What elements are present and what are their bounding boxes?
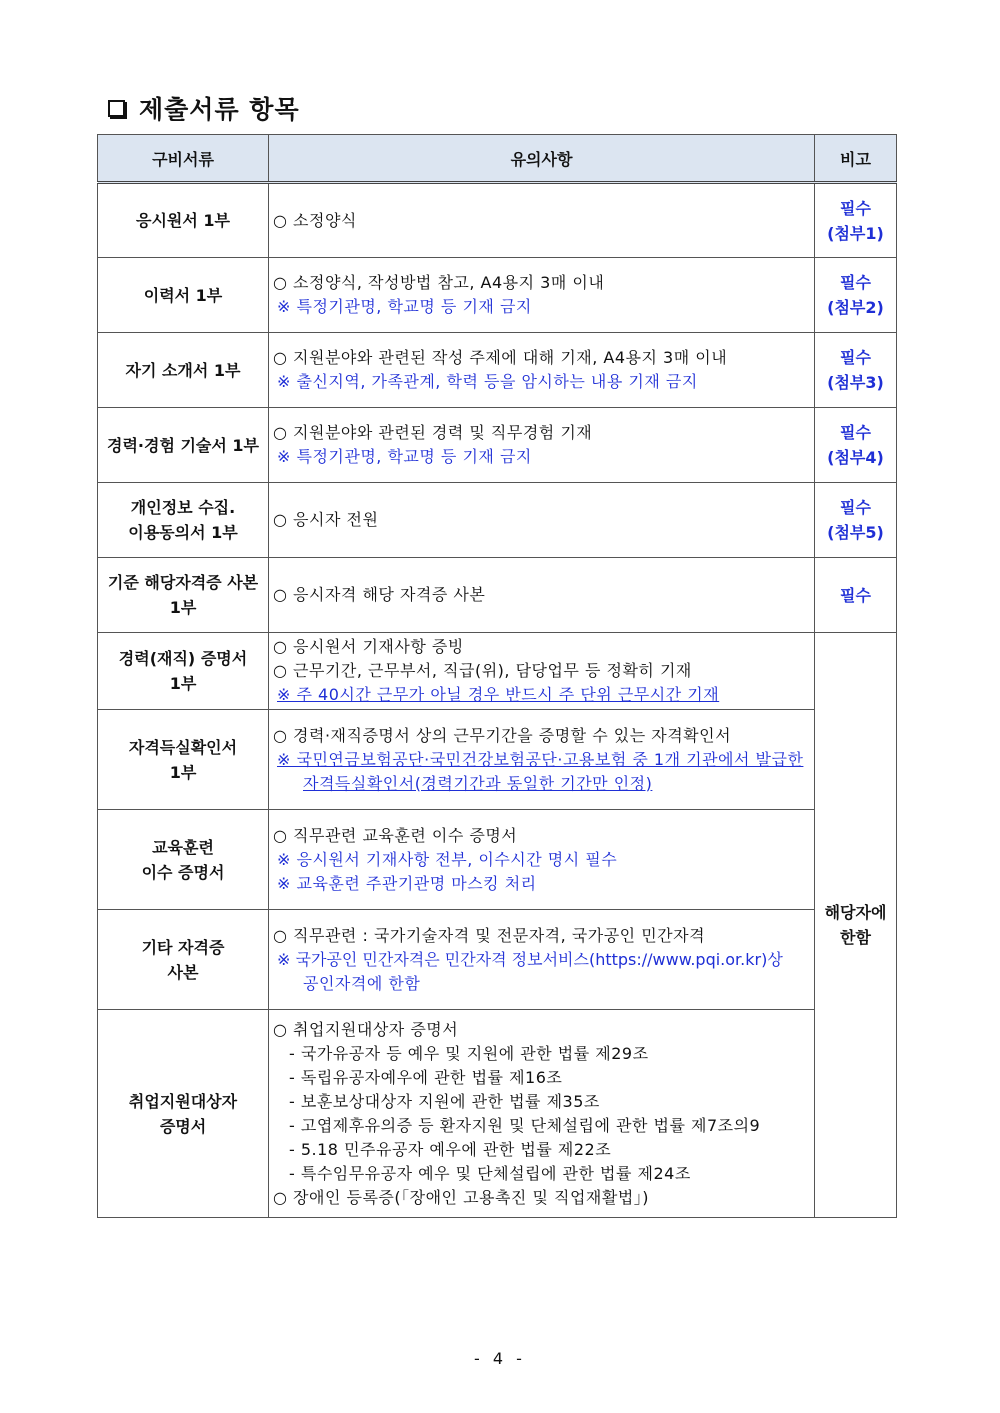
section-heading (108, 90, 300, 126)
header-documents: 구비서류 (98, 135, 269, 183)
document-name: 기타 자격증 사본 (98, 910, 269, 1010)
documents-table (97, 134, 897, 1218)
document-notes: ○ 소정양식, 작성방법 참고, A4용지 3매 이내 ※ 특정기관명, 학교명 등 기재 금지 (269, 258, 815, 333)
table-row (98, 408, 897, 483)
table-row (98, 910, 897, 1010)
remark-required: 필수 (첨부4) (815, 408, 897, 483)
document-name: 자기 소개서 1부 (98, 333, 269, 408)
checkbox-square-icon (108, 100, 125, 117)
document-notes: ○ 직무관련 교육훈련 이수 증명서 ※ 응시원서 기재사항 전부, 이수시간 명시 필수 ※ 교육훈련 주관기관명 마스킹 처리 (269, 810, 815, 910)
table-row (98, 258, 897, 333)
document-name: 자격득실확인서 1부 (98, 710, 269, 810)
document-notes: ○ 직무관련 : 국가기술자격 및 전문자격, 국가공인 민간자격 ※ 국가공인 민간자격은 민간자격 정보서비스(https://www.pqi.or.kr)상 공인자격에 한함 (269, 910, 815, 1010)
document-name: 기준 해당자격증 사본 1부 (98, 558, 269, 633)
page-number: - 4 - (474, 1349, 526, 1368)
table-header-row (98, 135, 897, 183)
document-name: 취업지원대상자 증명서 (98, 1010, 269, 1218)
document-notes: ○ 응시자 전원 (269, 483, 815, 558)
document-name: 교육훈련 이수 증명서 (98, 810, 269, 910)
table-row (98, 483, 897, 558)
table-row (98, 710, 897, 810)
table-row (98, 810, 897, 910)
document-name: 이력서 1부 (98, 258, 269, 333)
document-notes: ○ 경력·재직증명서 상의 근무기간을 증명할 수 있는 자격확인서 ※ 국민연금보험공단·국민건강보험공단·고용보험 중 1개 기관에서 발급한 자격득실확인서(경력기간과 동일한 기간만 인정) (269, 710, 815, 810)
document-notes: ○ 지원분야와 관련된 작성 주제에 대해 기재, A4용지 3매 이내 ※ 출신지역, 가족관계, 학력 등을 암시하는 내용 기재 금지 (269, 333, 815, 408)
document-notes: ○ 취업지원대상자 증명서 - 국가유공자 등 예우 및 지원에 관한 법률 제29조 - 독립유공자예우에 관한 법률 제16조 - 보훈보상대상자 지원에 관한 법률 제35조 - 고엽제후유의증 등 환자지원 및 단체설립에 관한 법률 제7조의9 - 5.18 민주유공자 예우에 관한 법률 제22조 - 특수임무유공자 예우 및 단체설립에 관한 법률 제24조 ○ 장애인 등록증(｢장애인 고용촉진 및 직업재활법｣) (269, 1010, 815, 1218)
table-row (98, 1010, 897, 1218)
document-notes: ○ 지원분야와 관련된 경력 및 직무경험 기재 ※ 특정기관명, 학교명 등 기재 금지 (269, 408, 815, 483)
document-name: 응시원서 1부 (98, 183, 269, 258)
document-name: 경력(재직) 증명서 1부 (98, 633, 269, 710)
remark-required: 필수 (첨부3) (815, 333, 897, 408)
header-remarks: 비고 (815, 135, 897, 183)
remark-applicable-only: 해당자에 한함 (815, 633, 897, 1218)
remark-required: 필수 (첨부5) (815, 483, 897, 558)
header-notes: 유의사항 (269, 135, 815, 183)
table-row (98, 333, 897, 408)
document-name: 경력·경험 기술서 1부 (98, 408, 269, 483)
table-row (98, 558, 897, 633)
document-name: 개인정보 수집. 이용동의서 1부 (98, 483, 269, 558)
document-notes: ○ 소정양식 (269, 183, 815, 258)
section-heading-text: 제출서류 항목 (139, 95, 300, 124)
remark-required: 필수 (첨부2) (815, 258, 897, 333)
remark-required: 필수 (첨부1) (815, 183, 897, 258)
document-notes: ○ 응시자격 해당 자격증 사본 (269, 558, 815, 633)
document-notes: ○ 응시원서 기재사항 증빙 ○ 근무기간, 근무부서, 직급(위), 담당업무 등 정확히 기재 ※ 주 40시간 근무가 아닐 경우 반드시 주 단위 근무시간 기재 (269, 633, 815, 710)
remark-required: 필수 (815, 558, 897, 633)
table-row (98, 183, 897, 258)
table-row (98, 633, 897, 710)
